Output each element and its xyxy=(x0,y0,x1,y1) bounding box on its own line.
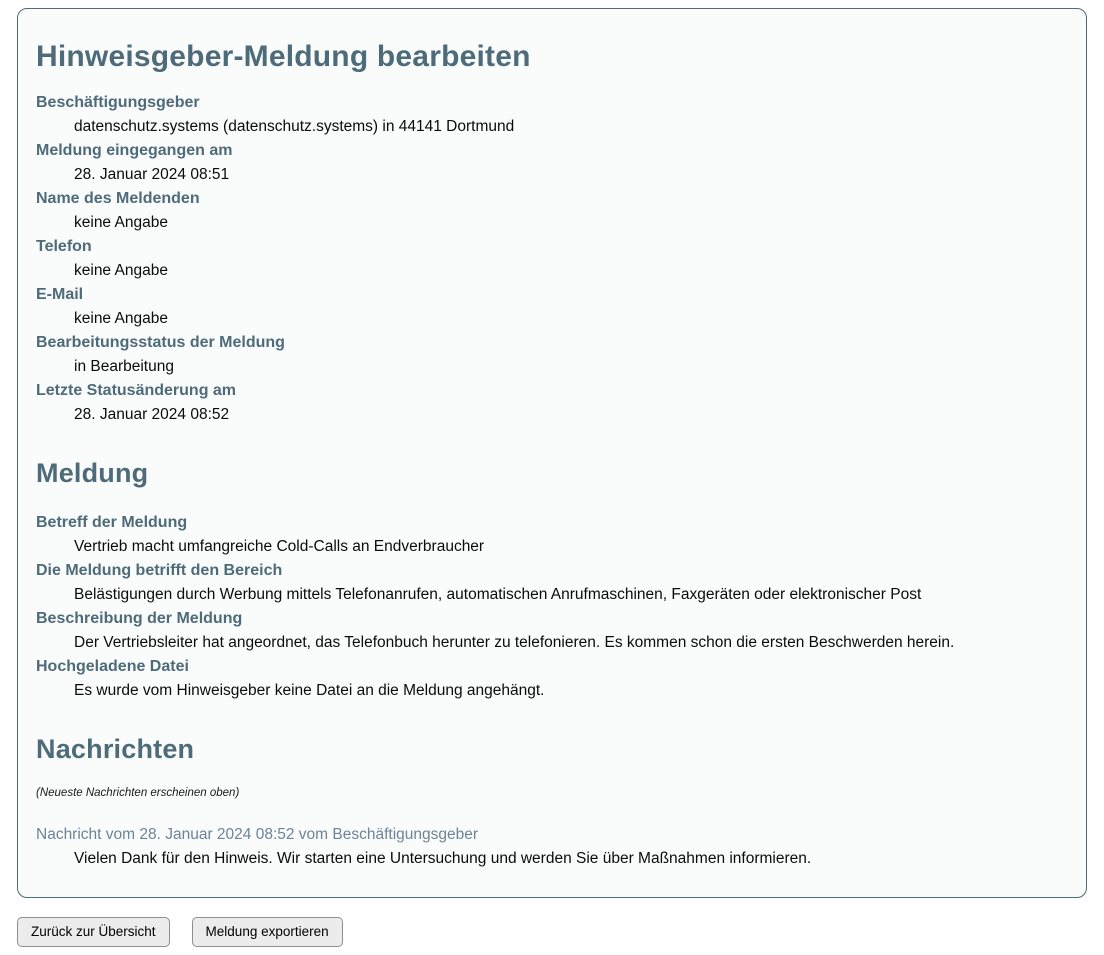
field-label-beschaeftigungsgeber: Beschäftigungsgeber xyxy=(36,94,200,111)
section-heading-meldung: Meldung xyxy=(36,458,149,488)
field-label-hochgeladene-datei: Hochgeladene Datei xyxy=(36,658,189,675)
field-label-telefon: Telefon xyxy=(36,238,92,255)
report-card xyxy=(17,8,1087,898)
field-label-name-des-meldenden: Name des Meldenden xyxy=(36,190,200,207)
field-value-beschreibung: Der Vertriebsleiter hat angeordnet, das Telefonbuch herunter zu telefonieren. Es kommen schon die ersten Beschwerden herein. xyxy=(74,634,955,651)
message-body: Vielen Dank für den Hinweis. Wir starten eine Untersuchung und werden Sie über Maßnahmen informieren. xyxy=(74,850,812,867)
field-value-email: keine Angabe xyxy=(74,310,168,327)
field-value-telefon: keine Angabe xyxy=(74,262,168,279)
meldung-fields xyxy=(36,511,1068,703)
export-report-button[interactable]: Meldung exportieren xyxy=(192,917,343,947)
field-value-eingegangen-am: 28. Januar 2024 08:51 xyxy=(74,166,230,183)
field-value-bearbeitungsstatus: in Bearbeitung xyxy=(74,358,174,375)
field-value-letzte-statusaenderung: 28. Januar 2024 08:52 xyxy=(74,406,230,423)
message-header: Nachricht vom 28. Januar 2024 08:52 vom Beschäftigungsgeber xyxy=(36,826,479,843)
field-value-beschaeftigungsgeber: datenschutz.systems (datenschutz.systems) in 44141 Dortmund xyxy=(74,118,515,135)
back-to-overview-button[interactable]: Zurück zur Übersicht xyxy=(17,917,170,947)
field-label-letzte-statusaenderung: Letzte Statusänderung am xyxy=(36,382,237,399)
field-value-bereich: Belästigungen durch Werbung mittels Telefonanrufen, automatischen Anrufmaschinen, Faxgeräten oder elektronischer Post xyxy=(74,586,922,603)
message-item xyxy=(36,823,1068,871)
field-label-bereich: Die Meldung betrifft den Bereich xyxy=(36,562,283,579)
page-title: Hinweisgeber-Meldung bearbeiten xyxy=(36,40,531,73)
field-label-email: E-Mail xyxy=(36,286,84,303)
field-label-eingegangen-am: Meldung eingegangen am xyxy=(36,142,233,159)
field-value-betreff: Vertrieb macht umfangreiche Cold-Calls an Endverbraucher xyxy=(74,538,485,555)
field-label-betreff: Betreff der Meldung xyxy=(36,514,188,531)
action-bar xyxy=(17,917,1104,947)
messages-note: (Neueste Nachrichten erscheinen oben) xyxy=(36,787,240,799)
field-label-bearbeitungsstatus: Bearbeitungsstatus der Meldung xyxy=(36,334,285,351)
field-value-hochgeladene-datei: Es wurde vom Hinweisgeber keine Datei an die Meldung angehängt. xyxy=(74,682,545,699)
section-heading-nachrichten: Nachrichten xyxy=(36,734,195,764)
field-label-beschreibung: Beschreibung der Meldung xyxy=(36,610,243,627)
field-value-name-des-meldenden: keine Angabe xyxy=(74,214,168,231)
report-meta-fields xyxy=(36,91,1068,427)
